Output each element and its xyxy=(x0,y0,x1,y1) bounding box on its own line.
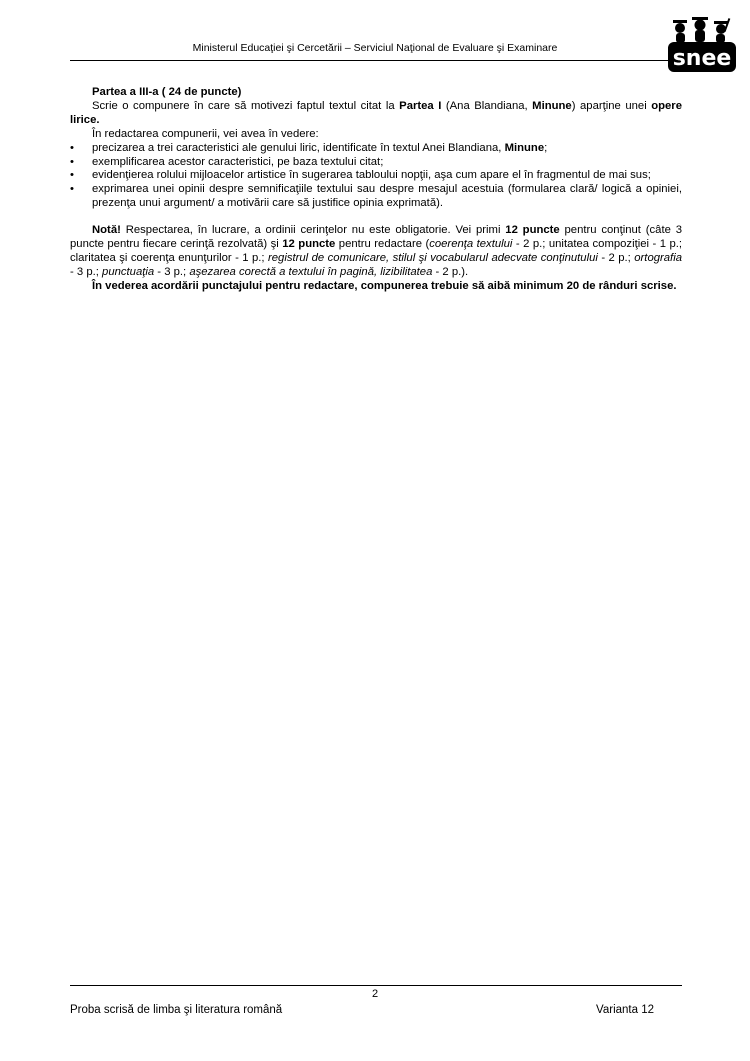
footer-variant: Varianta 12 xyxy=(596,1004,654,1016)
list-item: • evidenţierea rolului mijloacelor artistice în sugerarea tabloului nopţii, aşa cum apare el în fragmentul de mai sus; xyxy=(70,169,651,182)
list-item: • exprimarea unei opinii despre semnificaţiile textului sau despre mesajul acestuia (formularea clară/ logică a opiniei, prezenţa unui argument/ a motivării care să justifice opinia exprimată). xyxy=(70,183,682,210)
final-requirement: În vederea acordării punctajului pentru redactare, compunerea trebuie să aibă minimum 20 de rânduri scrise. xyxy=(92,279,677,292)
section-heading: Partea a III-a ( 24 de puncte) xyxy=(92,86,242,98)
header-rule xyxy=(70,60,682,61)
snee-logo xyxy=(666,14,738,74)
footer-exam-title: Proba scrisă de limba şi literatura română xyxy=(70,1004,283,1016)
bullet-icon: • xyxy=(70,169,74,182)
note-paragraph: Notă! Respectarea, în lucrare, a ordinii cerinţelor nu este obligatorie. Vei primi 12 puncte pentru conţinut (câte 3 puncte pentru fiecare cerinţă rezolvată) şi 12 puncte pentru redactare (coerenţa textului - 2 p.; unitatea compoziţiei - 1 p.; claritatea şi coerenţa enunţurilor - 1 p.; registrul de comunicare, stilul şi vocabularul adecvate conţinutului - 2 p.; ortografia - 3 p.; punctuaţia - 3 p.; aşezarea corectă a textului în pagină, lizibilitatea - 2 p.). xyxy=(70,224,683,278)
bullet-icon: • xyxy=(70,155,74,168)
list-item: • precizarea a trei caracteristici ale genului liric, identificate în textul Anei Blandiana, Minune; xyxy=(70,141,548,154)
requirements-lead: În redactarea compunerii, vei avea în vedere: xyxy=(92,127,319,140)
bullet-icon: • xyxy=(70,141,74,154)
logo-text: snee xyxy=(672,46,732,71)
list-item: • exemplificarea acestor caracteristici, pe baza textului citat; xyxy=(70,155,384,168)
page-number: 2 xyxy=(371,988,379,1000)
bullet-icon: • xyxy=(70,183,74,196)
requirements-list xyxy=(70,142,682,212)
page-content xyxy=(70,86,682,294)
page-header: Ministerul Educaţiei şi Cercetării – Serviciul Naţional de Evaluare şi Examinare xyxy=(192,42,558,54)
footer-rule xyxy=(70,985,682,986)
section-intro: Scrie o compunere în care să motivezi faptul textul citat la Partea I (Ana Blandiana, Minune) aparţine unei opere lirice. xyxy=(70,99,682,126)
